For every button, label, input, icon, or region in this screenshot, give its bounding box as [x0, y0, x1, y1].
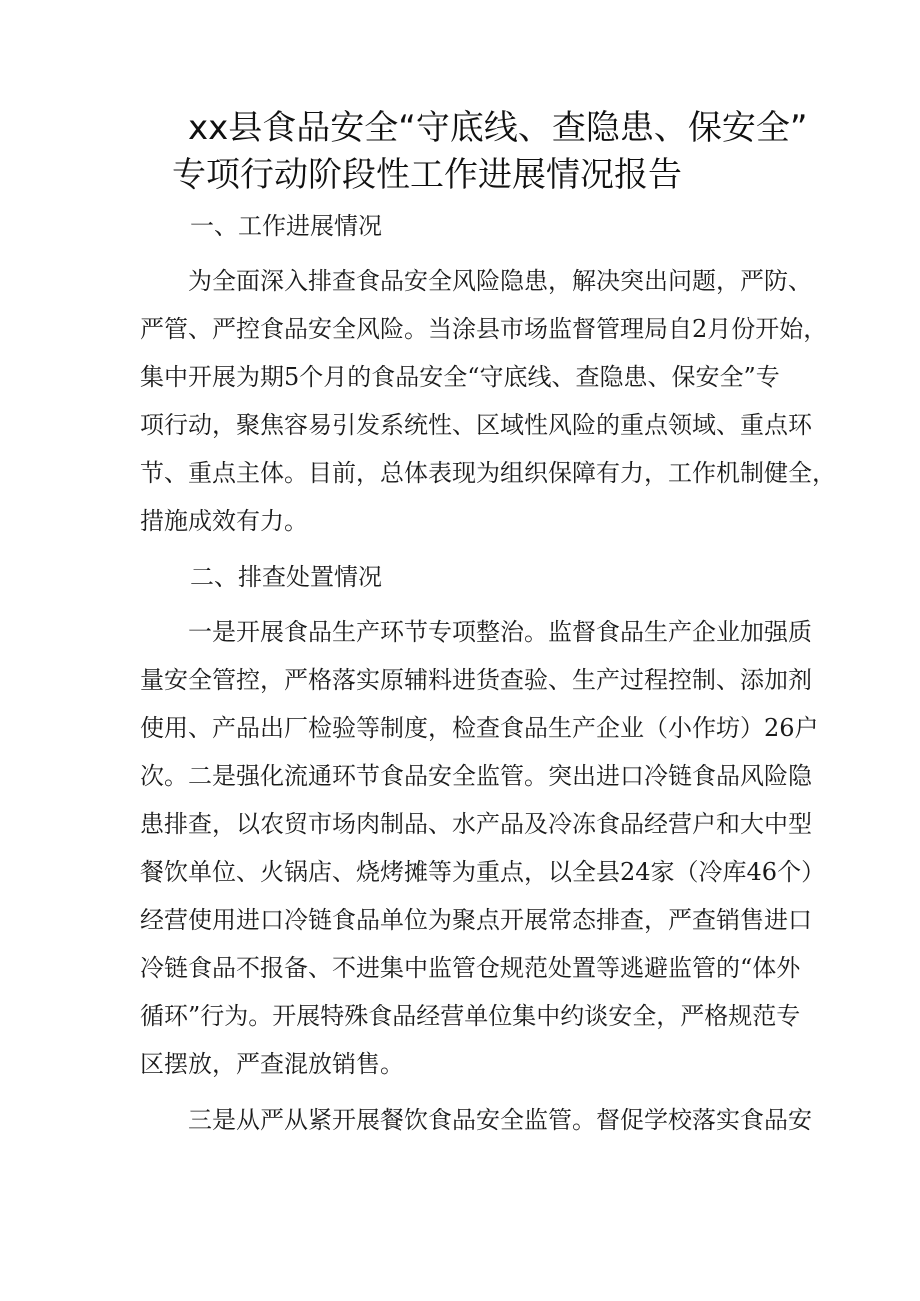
paragraph-line: 集中开展为期5个月的食品安全“守底线、查隐患、保安全”专 — [140, 363, 780, 391]
paragraph-line: 冷链食品不报备、不进集中监管仓规范处置等逃避监管的“体外 — [140, 954, 801, 982]
paragraph-line: 经营使用进口冷链食品单位为聚点开展常态排查，严查销售进口 — [140, 906, 812, 934]
paragraph-line: 区摆放，严查混放销售。 — [140, 1050, 404, 1078]
paragraph-line: 循环”行为。开展特殊食品经营单位集中约谈安全，严格规范专 — [140, 1002, 801, 1030]
paragraph-line: 节、重点主体。目前，总体表现为组织保障有力，工作机制健全， — [140, 459, 836, 487]
paragraph-line: 严管、严控食品安全风险。当涂县市场监督管理局自2月份开始， — [140, 315, 828, 343]
document-title-line-1: xx县食品安全“守底线、查隐患、保安全” — [188, 108, 808, 148]
document-title-line-2: 专项行动阶段性工作进展情况报告 — [172, 155, 682, 195]
paragraph-line: 患排查，以农贸市场肉制品、水产品及冷冻食品经营户和大中型 — [140, 810, 812, 838]
paragraph-line: 项行动，聚焦容易引发系统性、区域性风险的重点领域、重点环 — [140, 411, 812, 439]
paragraph-line: 次。二是强化流通环节食品安全监管。突出进口冷链食品风险隐 — [140, 762, 812, 790]
paragraph-line: 使用、产品出厂检验等制度，检查食品生产企业（小作坊）26户 — [140, 714, 819, 742]
paragraph-line: 量安全管控，严格落实原辅料进货查验、生产过程控制、添加剂 — [140, 666, 812, 694]
paragraph-line: 为全面深入排查食品安全风险隐患，解决突出问题，严防、 — [188, 267, 812, 295]
section-heading-inspection: 二、排查处置情况 — [190, 563, 382, 591]
paragraph-line: 一是开展食品生产环节专项整治。监督食品生产企业加强质 — [188, 618, 812, 646]
paragraph-line: 餐饮单位、火锅店、烧烤摊等为重点，以全县24家（冷库46个） — [140, 858, 826, 886]
section-heading-work-progress: 一、工作进展情况 — [190, 212, 382, 240]
paragraph-line: 措施成效有力。 — [140, 507, 308, 535]
paragraph-line: 三是从严从紧开展餐饮食品安全监管。督促学校落实食品安 — [188, 1106, 812, 1134]
